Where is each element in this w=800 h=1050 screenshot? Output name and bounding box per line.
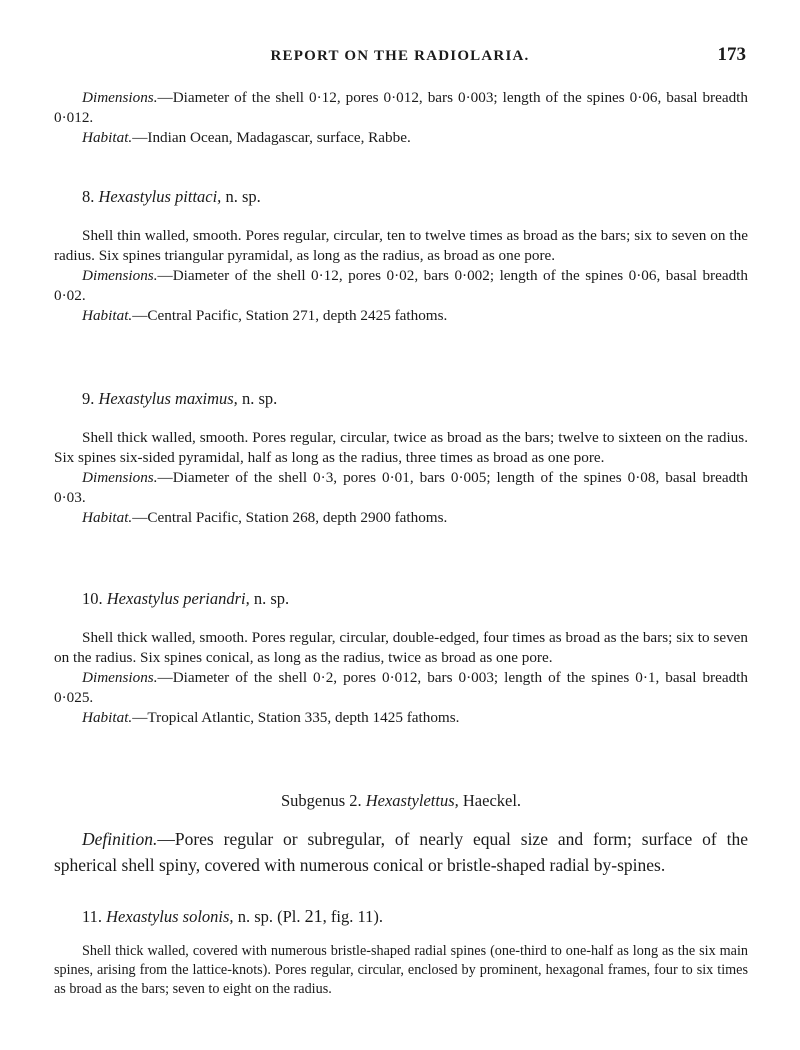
subgenus-heading xyxy=(54,790,748,812)
species-entry-11 xyxy=(54,905,748,999)
plate-number: 21 xyxy=(304,906,323,926)
dimensions-label: Dimensions. xyxy=(82,669,158,686)
dimensions-label: Dimensions. xyxy=(82,267,158,284)
species-heading xyxy=(54,388,748,410)
habitat-label: Habitat. xyxy=(82,509,133,526)
species-number: 10. xyxy=(82,589,103,608)
dimensions-label: Dimensions. xyxy=(82,469,158,486)
habitat-text: —Tropical Atlantic, Station 335, depth 1425 fathoms. xyxy=(132,709,460,726)
species-heading xyxy=(54,186,748,208)
species-suffix: n. sp. (Pl. xyxy=(233,907,305,926)
dimensions-paragraph xyxy=(54,668,748,708)
species-entry-10 xyxy=(54,588,748,728)
species-name: Hexastylus pittaci, xyxy=(98,187,222,206)
subgenus-prefix: Subgenus 2. xyxy=(280,791,366,810)
species-name: Hexastylus maximus, xyxy=(98,389,238,408)
habitat-text: —Central Pacific, Station 271, depth 2425 fathoms. xyxy=(132,307,448,324)
description-paragraph: Shell thick walled, covered with numerous bristle-shaped radial spines (one-third to one-half as long as the six main spines, arising from the lattice-knots). Pores regular, circular, enclosed by prominent, hexagonal frames, four to six times as broad as the bars; seven to eight on the radius. xyxy=(54,943,748,997)
species-number: 8. xyxy=(82,187,95,206)
dimensions-text: —Diameter of the shell 0·12, pores 0·02, bars 0·002; length of the spines 0·06, basal breadth 0·02. xyxy=(54,267,748,304)
species-number: 11. xyxy=(82,907,103,926)
figure-reference: , fig. 11). xyxy=(322,907,383,926)
species-name: Hexastylus periandri, xyxy=(106,589,250,608)
habitat-label: Habitat. xyxy=(82,129,133,146)
description-paragraph: Shell thin walled, smooth. Pores regular, circular, ten to twelve times as broad as the bars; six to seven on the radius. Six spines triangular pyramidal, as long as the radius, as broad as one pore. xyxy=(54,227,748,264)
dimensions-paragraph xyxy=(54,266,748,306)
dimensions-text: —Diameter of the shell 0·2, pores 0·012, bars 0·003; length of the spines 0·1, basal breadth 0·025. xyxy=(54,669,748,706)
page-header xyxy=(0,44,800,70)
species-heading xyxy=(54,588,748,610)
dimensions-text: —Diameter of the shell 0·12, pores 0·012, bars 0·003; length of the spines 0·06, basal breadth 0·012. xyxy=(54,89,748,126)
definition-label: Definition. xyxy=(82,829,158,849)
running-title: REPORT ON THE RADIOLARIA. xyxy=(270,48,530,64)
habitat-paragraph xyxy=(54,508,748,528)
species-name: Hexastylus solonis, xyxy=(106,907,234,926)
habitat-text: —Central Pacific, Station 268, depth 2900 fathoms. xyxy=(132,509,448,526)
subgenus-section xyxy=(54,790,748,878)
species-entry-8 xyxy=(54,186,748,326)
habitat-paragraph xyxy=(54,128,748,148)
species-heading xyxy=(54,905,748,928)
previous-species-continuation xyxy=(54,88,748,148)
habitat-label: Habitat. xyxy=(82,709,133,726)
habitat-paragraph xyxy=(54,708,748,728)
species-number: 9. xyxy=(82,389,95,408)
habitat-text: —Indian Ocean, Madagascar, surface, Rabbe. xyxy=(132,129,411,146)
habitat-label: Habitat. xyxy=(82,307,133,324)
species-entry-9 xyxy=(54,388,748,528)
subgenus-author: Haeckel. xyxy=(458,791,522,810)
definition-paragraph xyxy=(54,826,748,878)
definition-text: —Pores regular or subregular, of nearly equal size and form; surface of the spherical shell spiny, covered with numerous conical or bristle-shaped radial by-spines. xyxy=(54,829,748,875)
habitat-paragraph xyxy=(54,306,748,326)
species-suffix: n. sp. xyxy=(221,187,261,206)
description-paragraph: Shell thick walled, smooth. Pores regular, circular, double-edged, four times as broad as the bars; six to seven on the radius. Six spines conical, as long as the radius, twice as broad as one pore. xyxy=(54,629,748,666)
subgenus-name: Hexastylettus, xyxy=(365,791,459,810)
dimensions-label: Dimensions. xyxy=(82,89,158,106)
dimensions-text: —Diameter of the shell 0·3, pores 0·01, bars 0·005; length of the spines 0·08, basal breadth 0·03. xyxy=(54,469,748,506)
species-suffix: n. sp. xyxy=(237,389,278,408)
dimensions-paragraph xyxy=(54,88,748,128)
dimensions-paragraph xyxy=(54,468,748,508)
species-suffix: n. sp. xyxy=(249,589,290,608)
description-paragraph: Shell thick walled, smooth. Pores regular, circular, twice as broad as the bars; twelve to sixteen on the radius. Six spines six-sided pyramidal, half as long as the radius, three times as broad as one pore. xyxy=(54,429,748,466)
page-number: 173 xyxy=(717,44,746,65)
